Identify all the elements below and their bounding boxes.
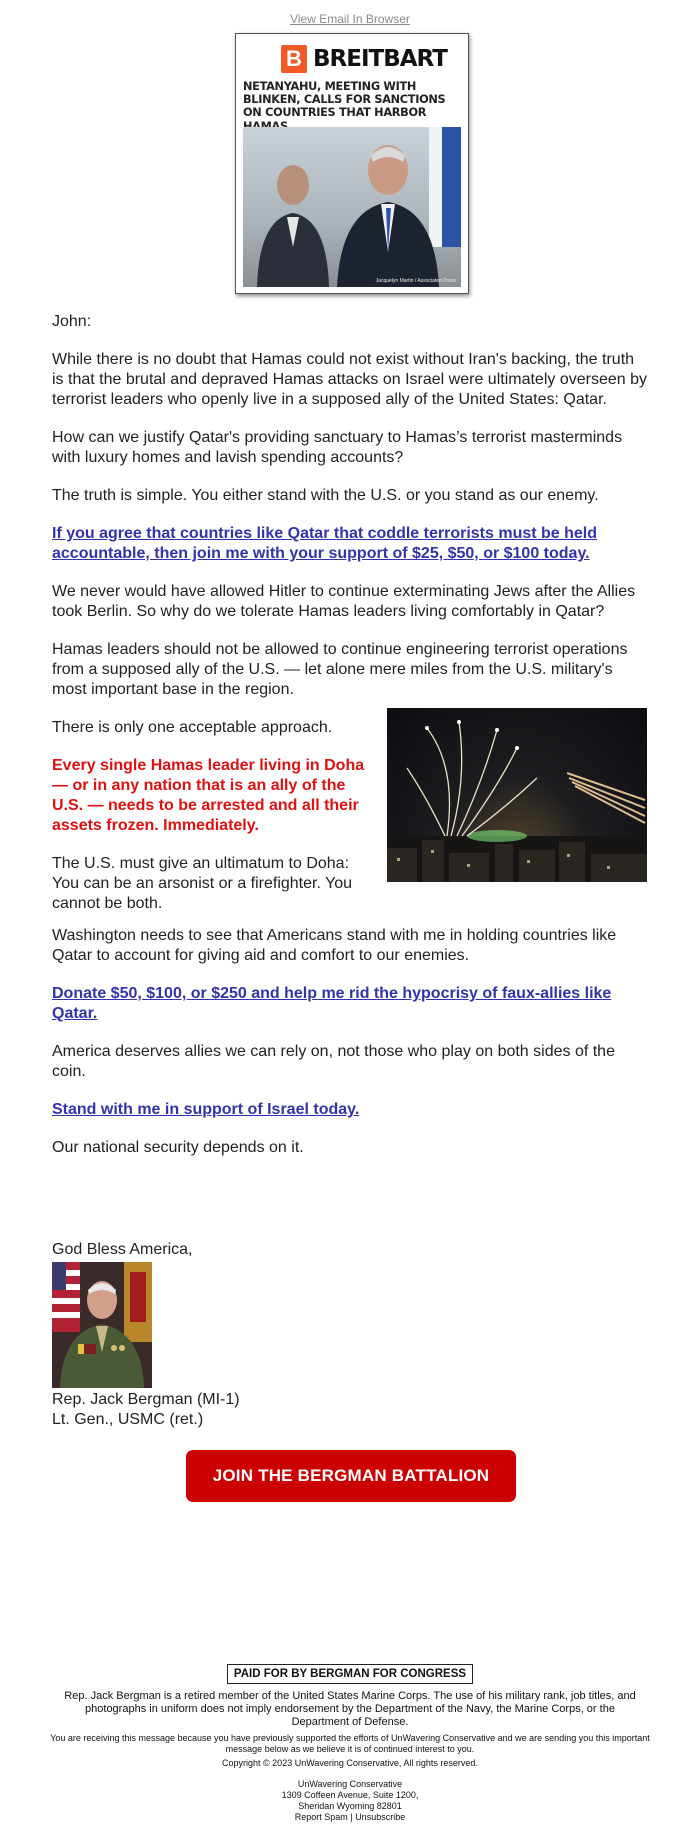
paragraph: Washington needs to see that Americans stand with me in holding countries like Qatar to account for giving aid and comfort to our enemies. [52, 927, 617, 964]
link-separator: | [350, 1811, 353, 1822]
paragraph: While there is no doubt that Hamas could not exist without Iran's backing, the truth is that the brutal and depraved Hamas attacks on Israel were ultimately overseen by terrorist leaders who openly live in a supposed ally of the United States: Qatar. [52, 351, 647, 408]
paragraph: Our national security depends on it. [52, 1139, 304, 1156]
signature-block [52, 1390, 240, 1430]
paragraph: The U.S. must give an ultimatum to Doha: You can be an arsonist or a firefighter. You cannot be both. [52, 855, 353, 912]
paragraph: America deserves allies we can rely on, not those who play on both sides of the coin. [52, 1043, 615, 1080]
greeting: John: [52, 313, 92, 330]
report-spam-link[interactable]: Report Spam [294, 1811, 348, 1822]
unsubscribe-link[interactable]: Unsubscribe [355, 1811, 406, 1822]
missile-trails-graphic [387, 708, 647, 882]
view-in-browser [0, 12, 700, 26]
paid-for-disclaimer: PAID FOR BY BERGMAN FOR CONGRESS [227, 1664, 473, 1684]
hero-photo [243, 127, 461, 287]
bergman-portrait [52, 1262, 152, 1388]
copyright: Copyright © 2023 UnWavering Conservative, All rights reserved. [222, 1758, 478, 1768]
hero-image[interactable] [235, 33, 469, 294]
breitbart-logo [281, 44, 447, 74]
footer-links [0, 1812, 700, 1823]
hero-headline: NETANYAHU, MEETING WITH BLINKEN, CALLS FOR SANCTIONS ON COUNTRIES THAT HARBOR [243, 80, 446, 120]
paragraph: There is only one acceptable approach. [52, 719, 333, 736]
city-address: Sheridan Wyoming 82801 [298, 1800, 402, 1811]
breitbart-wordmark: BREITBART [313, 46, 447, 72]
paragraph: Hamas leaders should not be allowed to continue engineering terrorist operations from a supposed ally of the U.S. — let alone mere miles from the U.S. military's most important base in the region. [52, 641, 628, 698]
iron-dome-photo [387, 708, 647, 882]
subscription-notice: You are receiving this message because you have previously supported the efforts of UnWavering Conservative and we are sending you this important message below as we believe it is of continued interest to you. [50, 1733, 650, 1754]
breitbart-logo-icon: B [281, 45, 307, 73]
photo-credit: Jacquelyn Martin / Associated Press [375, 278, 456, 284]
portrait-graphic [52, 1262, 152, 1388]
highlight-statement: Every single Hamas leader living in Doha — or in any nation that is an ally of the U.S. — needs to be arrested and all their assets frozen. Immediately. [52, 757, 365, 834]
footer [0, 1664, 700, 1823]
person-silhouette-icon [333, 132, 443, 287]
military-disclaimer: Rep. Jack Bergman is a retired member of the United States Marine Corps. The use of his military rank, job titles, and photographs in uniform does not imply endorsement by the Department of the Navy, the Marine Corps, or the Department of Defense. [64, 1690, 636, 1728]
signature-name: Rep. Jack Bergman (MI-1) [52, 1391, 240, 1408]
join-battalion-button[interactable]: JOIN THE BERGMAN BATTALION [186, 1450, 516, 1502]
person-silhouette-icon [253, 147, 333, 287]
donate-link-25-50-100[interactable]: If you agree that countries like Qatar that coddle terrorists must be held accountable, then join me with your support of $25, $50, or $100 today. [52, 525, 598, 562]
org-name: UnWavering Conservative [297, 1778, 403, 1789]
signature-title: Lt. Gen., USMC (ret.) [52, 1411, 204, 1428]
email-body [52, 312, 647, 1176]
paragraph: The truth is simple. You either stand with the U.S. or you stand as our enemy. [52, 487, 599, 504]
paragraph: We never would have allowed Hitler to continue exterminating Jews after the Allies took Berlin. So why do we tolerate Hamas leaders living comfortably in Qatar? [52, 583, 636, 620]
paragraph: How can we justify Qatar's providing sanctuary to Hamas’s terrorist masterminds with luxury homes and lavish spending accounts? [52, 429, 623, 466]
image-text-block [52, 718, 647, 912]
support-israel-link[interactable]: Stand with me in support of Israel today. [52, 1101, 360, 1118]
street-address: 1309 Coffeen Avenue, Suite 1200, [281, 1789, 419, 1800]
signature-closing: God Bless America, [52, 1241, 193, 1258]
donate-link-50-100-250[interactable]: Donate $50, $100, or $250 and help me rid the hypocrisy of faux-allies like Qatar. [52, 985, 612, 1022]
view-in-browser-link[interactable]: View Email In Browser [290, 12, 410, 26]
mailing-address [0, 1779, 700, 1823]
